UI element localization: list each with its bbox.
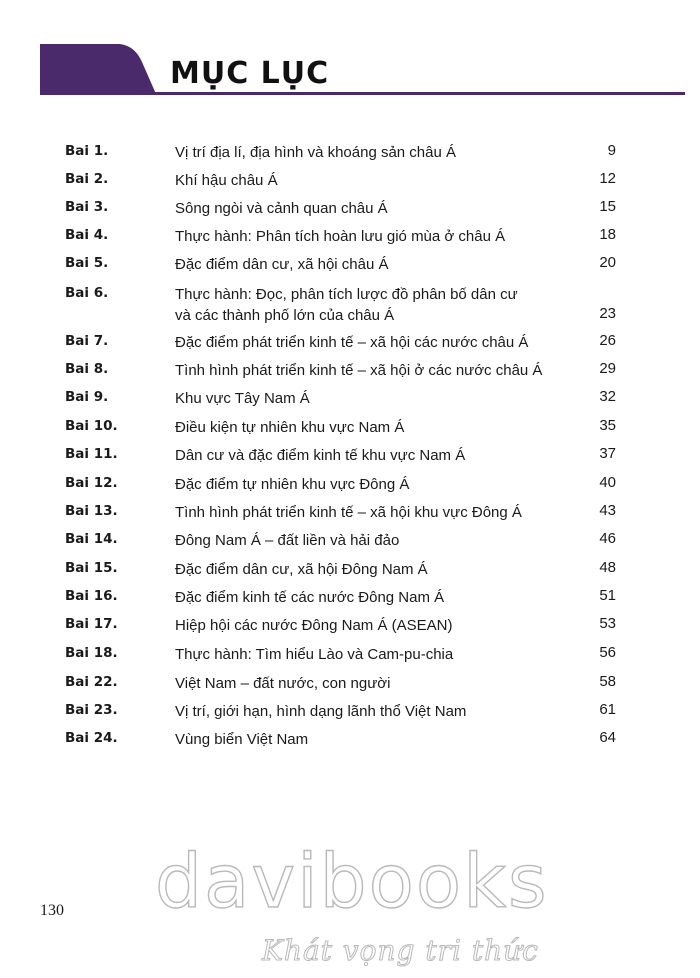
- lesson-page-number: 53: [599, 615, 616, 632]
- lesson-number: Bai 10.: [65, 418, 118, 434]
- lesson-title: [175, 388, 310, 409]
- header-decoration: [0, 0, 700, 110]
- lesson-number: Bai 6.: [65, 285, 109, 301]
- lesson-page-number: 26: [599, 332, 616, 349]
- watermark-brand: davibooks: [155, 839, 549, 925]
- lesson-title: [175, 254, 389, 275]
- page-title: MỤC LỤC: [170, 56, 330, 91]
- lesson-title-line: và các thành phố lớn của châu Á: [175, 307, 395, 324]
- lesson-page-number: 64: [599, 729, 616, 746]
- toc-row[interactable]: [0, 196, 700, 224]
- toc-row[interactable]: [0, 472, 700, 500]
- lesson-page-number: 56: [599, 644, 616, 661]
- lesson-page-number: 43: [599, 502, 616, 519]
- lesson-title: [175, 142, 456, 163]
- lesson-page-number: 15: [599, 198, 616, 215]
- lesson-page-number: 48: [599, 559, 616, 576]
- lesson-title-line: Dân cư và đặc điểm kinh tế khu vực Nam Á: [175, 447, 466, 464]
- lesson-number: Bai 13.: [65, 503, 118, 519]
- lesson-number: Bai 4.: [65, 227, 109, 243]
- toc-row[interactable]: [0, 330, 700, 358]
- lesson-number: Bai 14.: [65, 531, 118, 547]
- lesson-title-line: Việt Nam – đất nước, con người: [175, 675, 391, 692]
- lesson-title: [175, 332, 528, 353]
- lesson-title-line: Tình hình phát triển kinh tế – xã hội khu vực Đông Á: [175, 504, 522, 521]
- lesson-page-number: 29: [599, 360, 616, 377]
- watermark-tagline: Khát vọng tri thức: [262, 934, 539, 967]
- lesson-page-number: 35: [599, 417, 616, 434]
- lesson-title: [175, 644, 453, 665]
- lesson-title: [175, 360, 542, 381]
- header-tab-shape: [40, 44, 156, 94]
- toc-row[interactable]: [0, 358, 700, 386]
- toc-row[interactable]: [0, 252, 700, 280]
- lesson-number: Bai 2.: [65, 171, 109, 187]
- lesson-number: Bai 18.: [65, 645, 118, 661]
- toc-row[interactable]: [0, 642, 700, 670]
- toc-row[interactable]: [0, 557, 700, 585]
- lesson-page-number: 9: [607, 142, 616, 159]
- lesson-page-number: 20: [599, 254, 616, 271]
- lesson-title: [175, 673, 390, 694]
- lesson-title-line: Vị trí, giới hạn, hình dạng lãnh thổ Việt Nam: [175, 703, 467, 720]
- lesson-title: [175, 198, 388, 219]
- toc-row[interactable]: [0, 224, 700, 252]
- lesson-page-number: 61: [599, 701, 616, 718]
- lesson-title: [175, 502, 522, 523]
- toc-row[interactable]: [0, 386, 700, 414]
- toc-row[interactable]: [0, 613, 700, 641]
- toc-row[interactable]: [0, 140, 700, 168]
- lesson-title-line: Đặc điểm dân cư, xã hội Đông Nam Á: [175, 561, 428, 578]
- toc-row[interactable]: [0, 699, 700, 727]
- toc-row[interactable]: [0, 671, 700, 699]
- lesson-page-number: 32: [599, 388, 616, 405]
- lesson-title: [175, 445, 465, 466]
- lesson-title-line: Đặc điểm tự nhiên khu vực Đông Á: [175, 476, 410, 493]
- lesson-title-line: Điều kiện tự nhiên khu vực Nam Á: [175, 419, 405, 436]
- lesson-number: Bai 24.: [65, 730, 118, 746]
- lesson-number: Bai 9.: [65, 389, 109, 405]
- lesson-title: [175, 701, 466, 722]
- lesson-title-line: Thực hành: Đọc, phân tích lược đồ phân bố dân cư: [175, 286, 518, 303]
- toc-row[interactable]: [0, 282, 700, 324]
- lesson-number: Bai 3.: [65, 199, 109, 215]
- lesson-page-number: 40: [599, 474, 616, 491]
- lesson-number: Bai 16.: [65, 588, 118, 604]
- lesson-title: [175, 417, 404, 438]
- lesson-title: [175, 284, 518, 326]
- lesson-number: Bai 11.: [65, 446, 118, 462]
- lesson-page-number: 18: [599, 226, 616, 243]
- toc-row[interactable]: [0, 585, 700, 613]
- toc-row[interactable]: [0, 500, 700, 528]
- lesson-title-line: Vị trí địa lí, địa hình và khoáng sản châu Á: [175, 144, 457, 161]
- lesson-title-line: Hiệp hội các nước Đông Nam Á (ASEAN): [175, 617, 453, 634]
- lesson-title: [175, 170, 278, 191]
- lesson-title-line: Sông ngòi và cảnh quan châu Á: [175, 200, 388, 217]
- lesson-number: Bai 17.: [65, 616, 118, 632]
- lesson-title-line: Thực hành: Phân tích hoàn lưu gió mùa ở châu Á: [175, 228, 506, 245]
- lesson-title-line: Đông Nam Á – đất liền và hải đảo: [175, 532, 400, 549]
- lesson-title: [175, 226, 505, 247]
- lesson-number: Bai 1.: [65, 143, 109, 159]
- lesson-title-line: Đặc điểm kinh tế các nước Đông Nam Á: [175, 589, 445, 606]
- lesson-title-line: Khí hậu châu Á: [175, 172, 278, 189]
- lesson-title-line: Thực hành: Tìm hiểu Lào và Cam-pu-chia: [175, 646, 454, 663]
- lesson-title-line: Vùng biển Việt Nam: [175, 731, 309, 748]
- toc-row[interactable]: [0, 443, 700, 471]
- lesson-page-number: 58: [599, 673, 616, 690]
- lesson-page-number: 12: [599, 170, 616, 187]
- toc-row[interactable]: [0, 727, 700, 755]
- lesson-title: [175, 729, 308, 750]
- lesson-title-line: Tình hình phát triển kinh tế – xã hội ở các nước châu Á: [175, 362, 543, 379]
- lesson-number: Bai 5.: [65, 255, 109, 271]
- lesson-page-number: 51: [599, 587, 616, 604]
- lesson-title-line: Khu vực Tây Nam Á: [175, 390, 310, 407]
- lesson-page-number: 23: [599, 305, 616, 322]
- header: [0, 0, 700, 110]
- lesson-page-number: 46: [599, 530, 616, 547]
- toc-row[interactable]: [0, 528, 700, 556]
- lesson-title: [175, 559, 428, 580]
- lesson-number: Bai 15.: [65, 560, 118, 576]
- lesson-title: [175, 615, 452, 636]
- lesson-number: Bai 22.: [65, 674, 118, 690]
- lesson-title: [175, 587, 444, 608]
- lesson-page-number: 37: [599, 445, 616, 462]
- lesson-number: Bai 8.: [65, 361, 109, 377]
- lesson-title-line: Đặc điểm phát triển kinh tế – xã hội các nước châu Á: [175, 334, 529, 351]
- toc-row[interactable]: [0, 168, 700, 196]
- header-rule: [40, 92, 685, 95]
- lesson-number: Bai 7.: [65, 333, 109, 349]
- page-number: 130: [40, 902, 64, 919]
- lesson-title-line: Đặc điểm dân cư, xã hội châu Á: [175, 256, 389, 273]
- lesson-number: Bai 23.: [65, 702, 118, 718]
- lesson-title: [175, 530, 399, 551]
- lesson-number: Bai 12.: [65, 475, 118, 491]
- toc-row[interactable]: [0, 415, 700, 443]
- lesson-title: [175, 474, 409, 495]
